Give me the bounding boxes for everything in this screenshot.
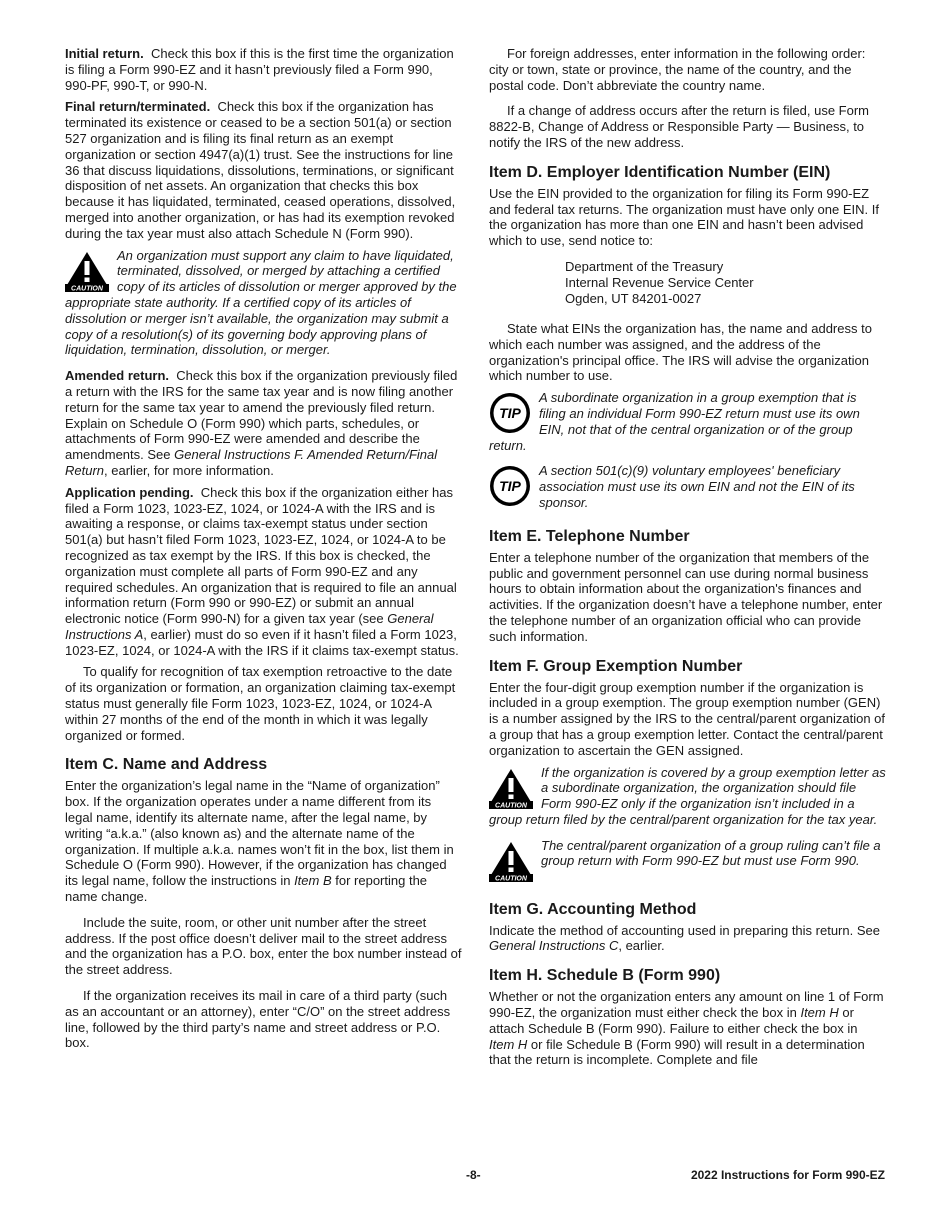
item-c-p1-a: Enter the organization’s legal name in the “Name of organization” box. If the organization operates under a name different from its legal name, identify its alternate name, after the legal name, by writing “a.k.a.” (also known as) and the alternate name of the organization. If multiple a.k.a. names won’t fit in the box, list them in Schedule O (Form 990). However, if the organization has changed its legal name, follow the instructions in [65,778,454,889]
final-return-text: Check this box if the organization has terminated its existence or ceased to be a section 501(a) or section 527 organization and is filing its final return as an exempt organization or section 4947(a)(1) trust. See the instructions for line 36 that discuss liquidations, dissolutions, terminations, or significant disposition of net assets. An organization that checks this box because it has liquidated, terminated, ceased operations, dissolved, merged into another organization, or has had its exemption revoked during the tax year must also attach Schedule N (Form 990). [65,99,456,241]
caution-note-1 [65,248,462,359]
application-pending-ref: General Instructions A [65,611,434,642]
item-c-paragraph-1 [65,778,462,904]
address-line: Department of the Treasury [565,258,724,274]
irs-address-block [565,259,886,307]
initial-return-paragraph [65,46,462,93]
amended-return-text-b: , earlier, for more information. [104,462,274,478]
caution-note-3-text: The central/parent organization of a group ruling can’t file a group return with Form 990-EZ but must use Form 990. [541,837,881,869]
right-column [489,46,886,1074]
item-h-paragraph [489,989,886,1068]
caution-icon [489,840,533,882]
item-g-p1-b: , earlier. [618,938,665,954]
amended-return-ref: General Instructions F. Amended Return/Final Return [65,447,438,478]
item-c-p1-ref: Item B [294,873,332,889]
item-g-paragraph [489,923,886,955]
caution-note-2-text: If the organization is covered by a group exemption letter as a subordinate organization, the organization should file Form 990-EZ only if the organization isn’t included in a group return filed by the central/parent organization for the tax year. [489,764,886,827]
item-c-paragraph-3: If the organization receives its mail in care of a third party (such as an accountant or an attorney), enter “C/O” on the street address line, followed by the third party’s name and street address or P.O. box. [65,988,451,1051]
item-g-heading: Item G. Accounting Method [489,900,697,918]
application-pending-head: Application pending. [65,484,194,500]
item-h-p1-c: or file Schedule B (Form 990) will result in a determination that the return is incomplete. Complete and file [489,1036,865,1068]
caution-note-3 [489,838,886,884]
address-line: Ogden, UT 84201-0027 [565,290,702,306]
tip-icon [489,465,531,507]
item-f-heading: Item F. Group Exemption Number [489,657,743,675]
application-pending-text-b: , earlier) must do so even if it hasn’t filed a Form 1023, 1023-EZ, 1024, or 1024-A with the IRS if it claims tax-exempt status. [65,626,459,658]
application-pending-paragraph [65,485,462,659]
tip-note-2 [489,463,886,510]
tip-icon-label: TIP [499,478,521,495]
application-pending-text-a: Check this box if the organization either has filed a Form 1023, 1023-EZ, 1024, or 1024-A with the IRS and is awaiting a response, or claims tax-exempt status under section 501(a) but hasn’t filed Form 1023, 1023-EZ, 1024, or 1024-A to be recognized as tax exempt by the IRS. If this box is checked, the organization must complete all parts of Form 990-EZ and any required schedules. An organization that is required to file an annual information return (Form 990 or 990-EZ) or submit an annual electronic notice (Form 990-N) for a given tax year (see [65,484,457,627]
initial-return-head: Initial return. [65,46,144,61]
caution-icon-label: CAUTION [495,802,527,809]
retroactive-paragraph: To qualify for recognition of tax exemption retroactive to the date of its organization or formation, an organization claiming tax-exempt status must generally file Form 1023, 1023-EZ, 1024, or 1024-A within 27 months of the end of the month in which it was legally organized or formed. [65,664,456,743]
amended-return-paragraph [65,368,462,479]
amended-return-head: Amended return. [65,368,170,384]
address-line: Internal Revenue Service Center [565,274,754,290]
item-h-p1-ref1: Item H [800,1005,839,1021]
caution-note-1-text: An organization must support any claim to have liquidated, terminated, dissolved, or merged by attaching a certified copy of its articles of dissolution or merger approved by the appropriate state authority. If a certified copy of its articles of dissolution or merger isn’t available, the organization may submit a copy of a resolution(s) of its governing body approving plans of liquidation, termination, dissolution, or merger. [65,247,457,358]
item-d-paragraph-1: Use the EIN provided to the organization for filing its Form 990-EZ and federal tax returns. The organization must have only one EIN. If the organization has more than one EIN and hasn’t been advised which to use, send notice to: [489,185,879,249]
item-f-paragraph: Enter the four-digit group exemption number if the organization is included in a group exemption. The group exemption number (GEN) is a number assigned by the IRS to the central/parent organization of a group that has a group exemption letter. Contact the central/parent organization to ascertain the GEN assigned. [489,679,886,758]
item-h-p1-a: Whether or not the organization enters any amount on line 1 of Form 990-EZ, the organization must either check the box in [489,989,884,1021]
initial-return-text: Check this box if this is the first time the organization is filing a Form 990-EZ and it hasn’t previously filed a Form 990, 990-PF, 990-T, or 990-N. [65,46,454,93]
item-c-paragraph-2: Include the suite, room, or other unit number after the street address. If the post office doesn’t deliver mail to the street address and the organization has a P.O. box, enter the box number instead of the street address. [65,914,462,978]
item-d-heading: Item D. Employer Identification Number (EIN) [489,163,831,181]
caution-icon [489,767,533,809]
item-h-heading: Item H. Schedule B (Form 990) [489,967,721,985]
item-e-heading: Item E. Telephone Number [489,527,690,545]
item-h-p1-b: or attach Schedule B (Form 990). Failure to either check the box in [489,1005,858,1036]
foreign-address-paragraph: For foreign addresses, enter information in the following order: city or town, state or province, the name of the country, and the postal code. Don’t abbreviate the country name. [489,46,866,93]
caution-note-2 [489,765,886,828]
page-number: -8- [466,1168,481,1182]
tip-note-1 [489,390,886,453]
tip-note-2-text: A section 501(c)(9) voluntary employees' beneficiary association must use its own EIN and not the EIN of its sponsor. [539,463,855,510]
item-d-paragraph-2: State what EINs the organization has, the name and address to which each number was assigned, and the address of the organization's principal office. The IRS will advise the organization which number to use. [489,320,872,384]
item-g-p1-ref: General Instructions C [489,938,619,954]
caution-icon-label: CAUTION [71,285,103,292]
final-return-head: Final return/terminated. [65,99,211,115]
left-column [65,46,462,1057]
change-address-paragraph: If a change of address occurs after the return is filed, use Form 8822-B, Change of Address or Responsible Party — Business, to notify the IRS of the new address. [489,103,870,150]
caution-icon [65,250,109,292]
item-e-paragraph: Enter a telephone number of the organization that members of the public and government personnel can use during normal business hours to obtain information about the organization's finances and activities. If the organization doesn’t have a telephone number, enter the telephone number of an organization official who can provide such information. [489,549,883,644]
tip-icon [489,392,531,434]
item-h-p1-ref2: Item H [489,1036,528,1052]
item-c-p1-b: for reporting the name change. [65,873,428,905]
final-return-paragraph [65,99,462,241]
amended-return-text-a: Check this box if the organization previously filed a return with the IRS for the same tax year and is now filing another return for the same tax year to amend the previously filed return. Explain on Schedule O (Form 990) which parts, schedules, or attachments of Form 990-EZ were amended and describe the amendments. See [65,368,458,463]
item-c-heading: Item C. Name and Address [65,756,268,774]
item-g-p1-a: Indicate the method of accounting used in preparing this return. See [489,922,880,938]
footer-title: 2022 Instructions for Form 990-EZ [690,1168,885,1182]
tip-icon-label: TIP [499,405,521,422]
caution-icon-label: CAUTION [495,875,527,882]
tip-note-1-text: A subordinate organization in a group exemption that is filing an individual Form 990-EZ return must use its own EIN, not that of the central organization or of the group return. [489,390,860,453]
